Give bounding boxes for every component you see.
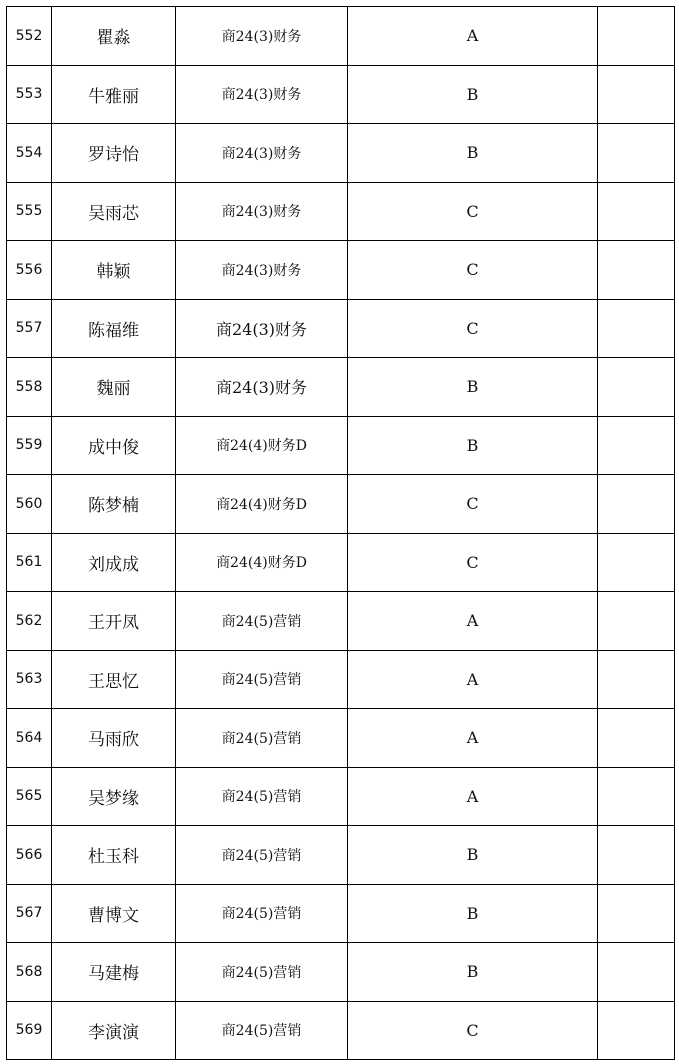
grade-cell: A — [348, 650, 598, 709]
row-number-cell: 554 — [7, 124, 52, 183]
grade-cell: B — [348, 416, 598, 475]
table-row — [7, 533, 675, 592]
class-cell: 商24(3)财务 — [176, 182, 348, 241]
student-name-cell: 陈福维 — [52, 299, 176, 358]
note-cell — [598, 475, 675, 534]
row-number-cell: 556 — [7, 241, 52, 300]
grade-cell: B — [348, 943, 598, 1002]
table-row — [7, 884, 675, 943]
row-number-cell: 558 — [7, 358, 52, 417]
grade-cell: A — [348, 709, 598, 768]
note-cell — [598, 592, 675, 651]
table-row — [7, 65, 675, 124]
student-name-cell: 吴雨芯 — [52, 182, 176, 241]
row-number-cell: 565 — [7, 767, 52, 826]
table-row — [7, 592, 675, 651]
grade-cell: C — [348, 241, 598, 300]
note-cell — [598, 1001, 675, 1060]
note-cell — [598, 7, 675, 66]
class-cell: 商24(5)营销 — [176, 943, 348, 1002]
student-name-cell: 陈梦楠 — [52, 475, 176, 534]
row-number-cell: 568 — [7, 943, 52, 1002]
student-name-cell: 曹博文 — [52, 884, 176, 943]
table-row — [7, 182, 675, 241]
student-name-cell: 韩颖 — [52, 241, 176, 300]
class-cell: 商24(5)营销 — [176, 650, 348, 709]
class-cell: 商24(3)财务 — [176, 299, 348, 358]
class-cell: 商24(3)财务 — [176, 124, 348, 183]
student-name-cell: 成中俊 — [52, 416, 176, 475]
grade-cell: C — [348, 299, 598, 358]
class-cell: 商24(4)财务D — [176, 475, 348, 534]
note-cell — [598, 241, 675, 300]
student-name-cell: 刘成成 — [52, 533, 176, 592]
note-cell — [598, 650, 675, 709]
table-row — [7, 241, 675, 300]
grade-cell: B — [348, 358, 598, 417]
class-cell: 商24(3)财务 — [176, 241, 348, 300]
student-name-cell: 罗诗怡 — [52, 124, 176, 183]
row-number-cell: 567 — [7, 884, 52, 943]
note-cell — [598, 884, 675, 943]
note-cell — [598, 358, 675, 417]
class-cell: 商24(3)财务 — [176, 7, 348, 66]
class-cell: 商24(5)营销 — [176, 826, 348, 885]
grade-cell: C — [348, 182, 598, 241]
row-number-cell: 564 — [7, 709, 52, 768]
note-cell — [598, 533, 675, 592]
class-cell: 商24(3)财务 — [176, 358, 348, 417]
student-name-cell: 马雨欣 — [52, 709, 176, 768]
class-cell: 商24(5)营销 — [176, 767, 348, 826]
class-cell: 商24(4)财务D — [176, 533, 348, 592]
table-row — [7, 299, 675, 358]
table-row — [7, 7, 675, 66]
note-cell — [598, 182, 675, 241]
row-number-cell: 557 — [7, 299, 52, 358]
row-number-cell: 555 — [7, 182, 52, 241]
note-cell — [598, 826, 675, 885]
grade-cell: C — [348, 1001, 598, 1060]
row-number-cell: 559 — [7, 416, 52, 475]
student-name-cell: 马建梅 — [52, 943, 176, 1002]
row-number-cell: 569 — [7, 1001, 52, 1060]
table-row — [7, 943, 675, 1002]
table-row — [7, 416, 675, 475]
grade-cell: A — [348, 592, 598, 651]
grade-cell: B — [348, 65, 598, 124]
note-cell — [598, 299, 675, 358]
table-row — [7, 650, 675, 709]
table-row — [7, 358, 675, 417]
row-number-cell: 560 — [7, 475, 52, 534]
student-name-cell: 杜玉科 — [52, 826, 176, 885]
student-name-cell: 王思忆 — [52, 650, 176, 709]
table-row — [7, 709, 675, 768]
grade-cell: B — [348, 884, 598, 943]
row-number-cell: 562 — [7, 592, 52, 651]
note-cell — [598, 709, 675, 768]
student-name-cell: 牛雅丽 — [52, 65, 176, 124]
row-number-cell: 553 — [7, 65, 52, 124]
class-cell: 商24(4)财务D — [176, 416, 348, 475]
row-number-cell: 563 — [7, 650, 52, 709]
student-name-cell: 魏丽 — [52, 358, 176, 417]
table-body — [7, 7, 675, 1060]
row-number-cell: 552 — [7, 7, 52, 66]
grade-cell: A — [348, 767, 598, 826]
class-cell: 商24(5)营销 — [176, 1001, 348, 1060]
note-cell — [598, 124, 675, 183]
class-cell: 商24(5)营销 — [176, 592, 348, 651]
note-cell — [598, 943, 675, 1002]
table-row — [7, 1001, 675, 1060]
table-row — [7, 767, 675, 826]
student-name-cell: 王开凤 — [52, 592, 176, 651]
student-name-cell: 瞿淼 — [52, 7, 176, 66]
student-name-cell: 李演演 — [52, 1001, 176, 1060]
table-row — [7, 826, 675, 885]
row-number-cell: 566 — [7, 826, 52, 885]
note-cell — [598, 65, 675, 124]
note-cell — [598, 416, 675, 475]
grade-cell: B — [348, 826, 598, 885]
row-number-cell: 561 — [7, 533, 52, 592]
class-cell: 商24(5)营销 — [176, 884, 348, 943]
note-cell — [598, 767, 675, 826]
grade-cell: A — [348, 7, 598, 66]
grade-cell: C — [348, 475, 598, 534]
class-cell: 商24(3)财务 — [176, 65, 348, 124]
grade-cell: C — [348, 533, 598, 592]
student-grade-table — [6, 6, 675, 1060]
table-row — [7, 475, 675, 534]
grade-cell: B — [348, 124, 598, 183]
table-row — [7, 124, 675, 183]
class-cell: 商24(5)营销 — [176, 709, 348, 768]
student-name-cell: 吴梦缘 — [52, 767, 176, 826]
